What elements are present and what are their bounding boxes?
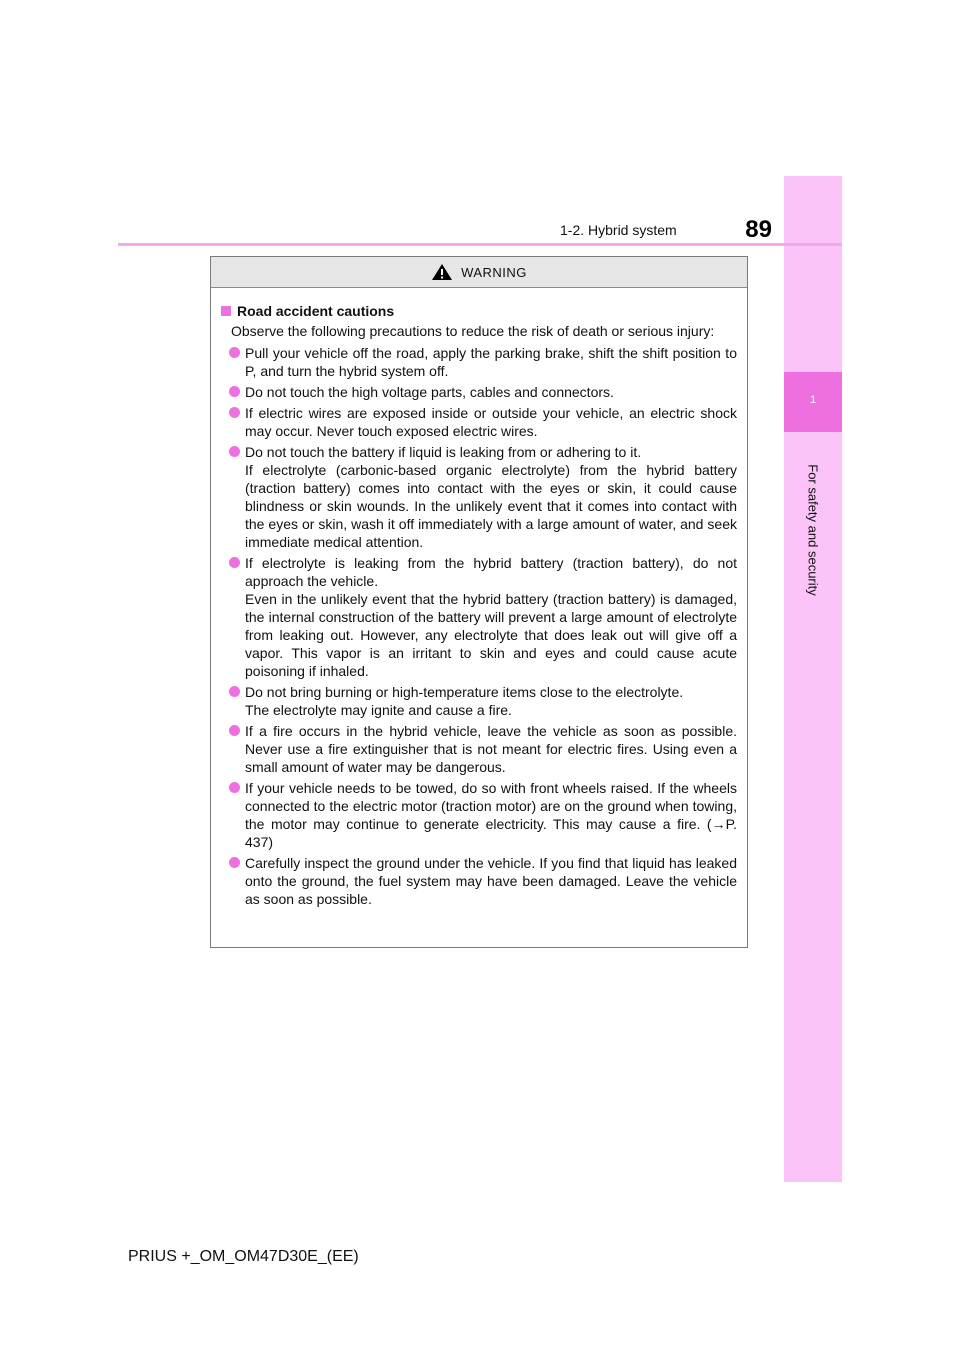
circle-bullet-icon — [229, 686, 240, 697]
warning-item-text: The electrolyte may ignite and cause a fire. — [245, 702, 512, 718]
warning-item — [221, 554, 737, 680]
circle-bullet-icon — [229, 347, 240, 358]
circle-bullet-icon — [229, 782, 240, 793]
warning-item — [221, 854, 737, 908]
warning-item-text: Even in the unlikely event that the hybrid battery (traction battery) is damaged, the internal construction of the battery will prevent a large amount of electrolyte from leaking out. However, any electrolyte that does leak out will give off a vapor. This vapor is an irritant to skin and eyes and could cause acute poisoning if inhaled. — [245, 591, 737, 679]
circle-bullet-icon — [229, 386, 240, 397]
header-rule — [118, 243, 842, 246]
warning-body — [211, 288, 747, 908]
section-title: 1-2. Hybrid system — [560, 222, 677, 238]
warning-item-text: If electrolyte is leaking from the hybrid battery (traction battery), do not approach the vehicle. — [245, 555, 737, 589]
warning-item-text: If electrolyte (carbonic-based organic electrolyte) from the hybrid battery (traction battery) comes into contact with the eyes or skin, it could cause blindness or skin wounds. In the unlikely event that it comes into contact with the eyes or skin, wash it off immediately with a large amount of water, and seek immediate medical attention. — [245, 462, 737, 550]
warning-box — [210, 256, 748, 948]
warning-item — [221, 683, 737, 719]
circle-bullet-icon — [229, 725, 240, 736]
warning-item — [221, 404, 737, 440]
warning-item — [221, 344, 737, 380]
circle-bullet-icon — [229, 557, 240, 568]
warning-item-text: Do not touch the high voltage parts, cables and connectors. — [245, 384, 614, 400]
subheading-text: Road accident cautions — [237, 303, 395, 319]
subheading — [221, 302, 737, 320]
warning-title: WARNING — [461, 264, 527, 280]
circle-bullet-icon — [229, 857, 240, 868]
warning-item-text: If electric wires are exposed inside or outside your vehicle, an electric shock may occur. Never touch exposed electric wires. — [245, 405, 737, 439]
warning-item-text: Carefully inspect the ground under the vehicle. If you find that liquid has leaked onto the ground, the fuel system may have been damaged. Leave the vehicle as soon as possible. — [245, 855, 737, 907]
bullet-list — [221, 344, 737, 908]
warning-item-text: If a fire occurs in the hybrid vehicle, leave the vehicle as soon as possible. Never use a fire extinguisher that is not meant for electric fires. Using even a small amount of water may be dangerous. — [245, 723, 737, 775]
chapter-label: For safety and security — [805, 464, 821, 596]
warning-item — [221, 779, 737, 851]
warning-item-text: If your vehicle needs to be towed, do so with front wheels raised. If the wheels connected to the electric motor (traction motor) are on the ground when towing, the motor may continue to generate electricity. This may cause a fire. (→P. 437) — [245, 780, 737, 850]
page-number: 89 — [745, 216, 772, 243]
square-bullet-icon — [221, 306, 231, 316]
circle-bullet-icon — [229, 407, 240, 418]
side-tab — [784, 176, 842, 1182]
warning-item-text: Pull your vehicle off the road, apply the parking brake, shift the shift position to P, and turn the hybrid system off. — [245, 345, 737, 379]
warning-header — [211, 257, 747, 288]
warning-item — [221, 383, 737, 401]
warning-item — [221, 722, 737, 776]
chapter-tab[interactable]: 1 — [784, 372, 842, 432]
footer-code: PRIUS +_OM_OM47D30E_(EE) — [128, 1248, 359, 1265]
warning-triangle-icon — [431, 263, 453, 281]
warning-item — [221, 443, 737, 551]
warning-item-text: Do not touch the battery if liquid is leaking from or adhering to it. — [245, 444, 642, 460]
intro-text: Observe the following precautions to reduce the risk of death or serious injury: — [231, 323, 715, 339]
circle-bullet-icon — [229, 446, 240, 457]
warning-item-text: Do not bring burning or high-temperature items close to the electrolyte. — [245, 684, 684, 700]
